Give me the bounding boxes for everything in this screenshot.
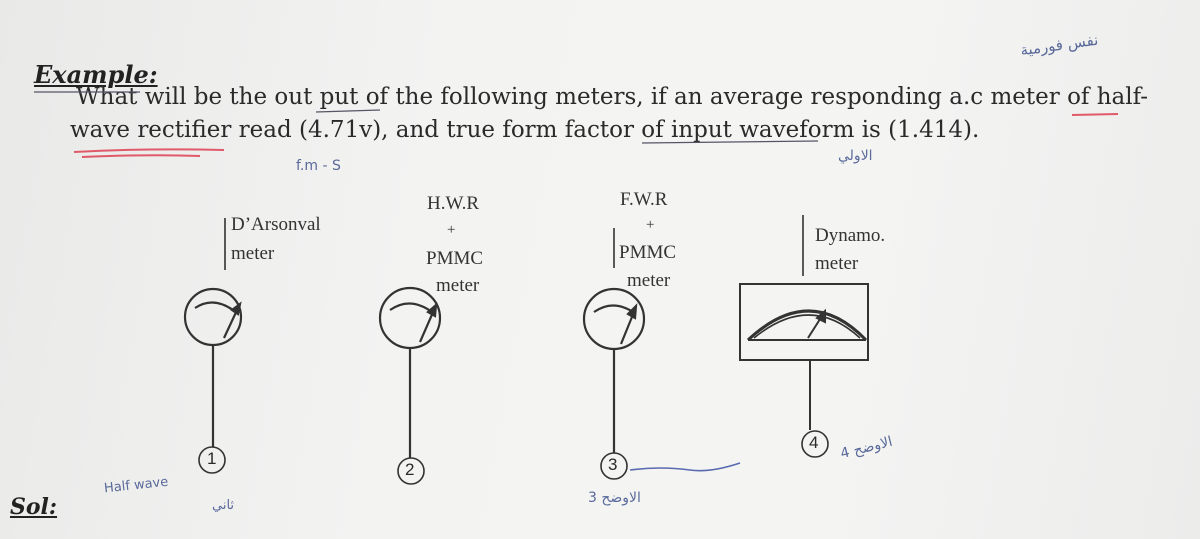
handwritten-note-fm: f.m - S <box>296 158 341 174</box>
solution-label: Sol: <box>10 494 58 520</box>
meter2-label-line2: PMMC <box>426 248 484 269</box>
meter1-label-line2: meter <box>231 243 275 264</box>
meter4-label-line1: Dynamo. <box>815 225 886 246</box>
question-line-2: wave rectifier read (4.71v), and true form factor of input waveform is (1.414). <box>70 117 980 143</box>
meter3-label-line2: PMMC <box>619 242 677 263</box>
meter3-label-line1: + <box>646 217 655 233</box>
meter1-symbol <box>185 289 241 473</box>
meter2-label-line1: + <box>447 222 456 238</box>
meter3-label-line0: F.W.R <box>620 189 668 210</box>
handwritten-note-first: الاولي <box>838 148 873 164</box>
meter2-label-line0: H.W.R <box>427 193 480 214</box>
meter3-number: 3 <box>608 455 618 474</box>
red-underlines <box>74 114 1118 157</box>
meter3-label-line3: meter <box>627 270 671 291</box>
meter1-label-line1: D’Arsonval <box>231 214 321 235</box>
handwritten-halfwave: Half wave <box>103 474 169 497</box>
meter1-number: 1 <box>207 449 217 468</box>
handwritten-top-note: نفس فورمية <box>1019 30 1100 60</box>
meter4-symbol <box>740 284 868 457</box>
handwritten-meter3-note: الاوضح 3 <box>588 490 641 506</box>
meter2-number: 2 <box>405 460 415 479</box>
example-heading: Example: <box>34 60 158 89</box>
question-line-1: What will be the out put of the following meters, if an average responding a.c meter of half- <box>76 84 1149 110</box>
handwritten-second: ثاني <box>212 498 235 513</box>
handwritten-scribble <box>630 463 740 471</box>
meter4-label-line2: meter <box>815 253 859 274</box>
meter2-symbol <box>380 288 440 484</box>
meter3-symbol <box>584 289 644 479</box>
ink-underlines <box>34 92 818 143</box>
meter4-number: 4 <box>809 433 819 452</box>
handwritten-meter4-note: الاوضح 4 <box>838 433 895 463</box>
label-bars <box>225 215 803 276</box>
meter2-label-line3: meter <box>436 275 480 296</box>
